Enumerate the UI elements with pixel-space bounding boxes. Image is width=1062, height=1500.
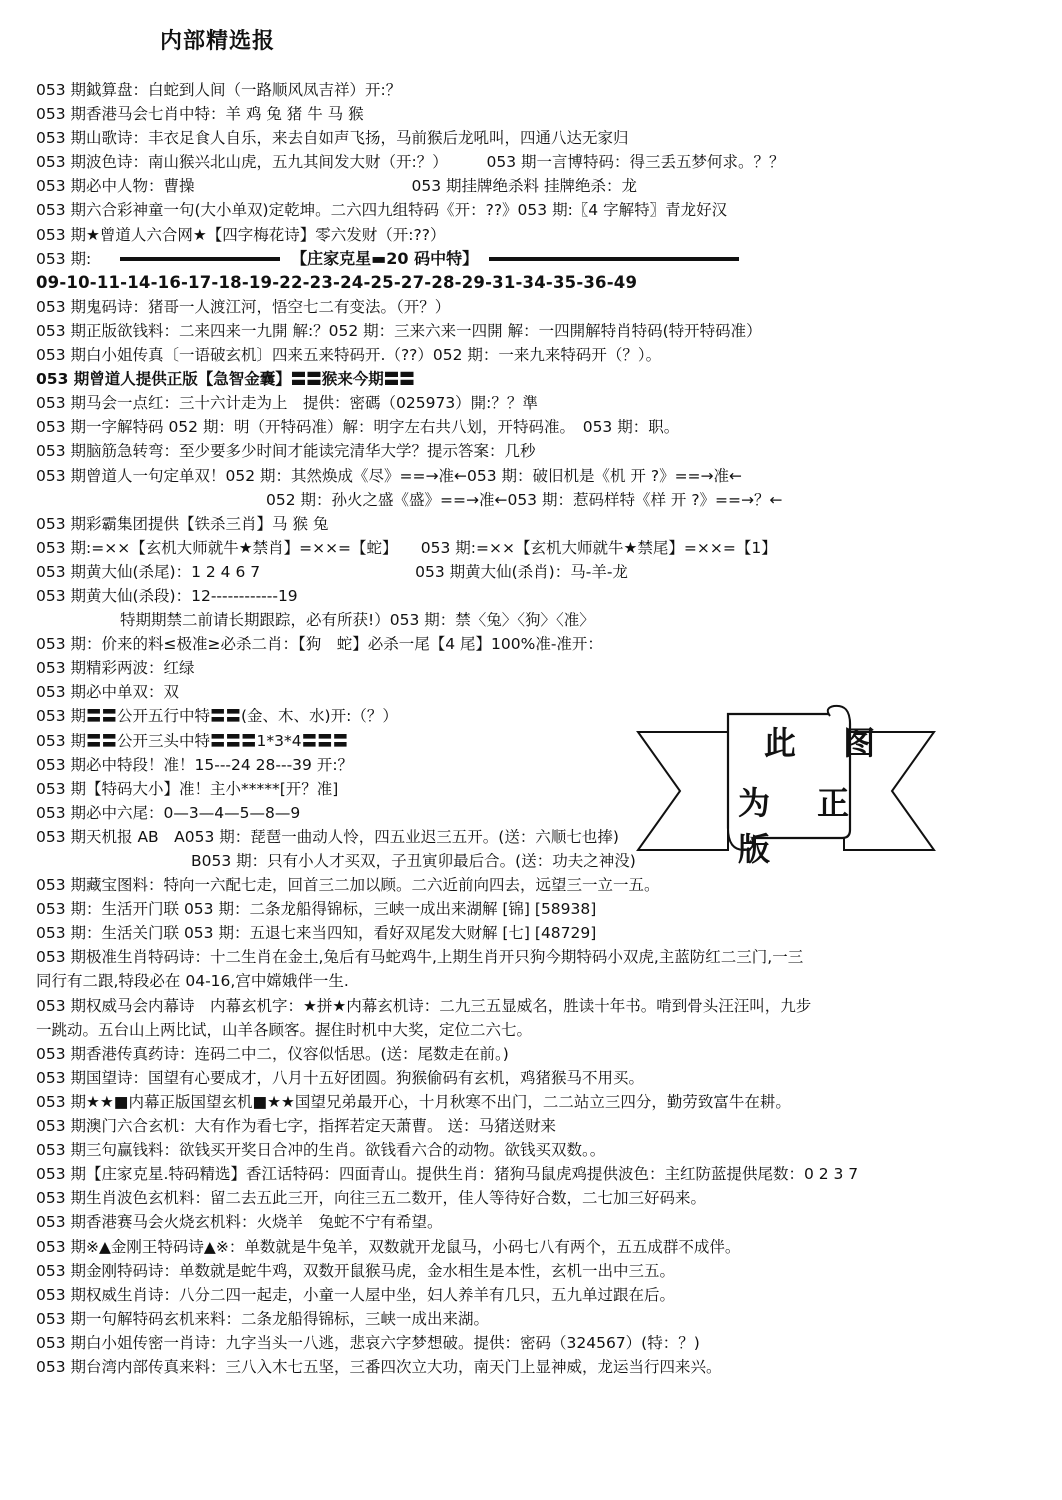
text-line: 053 期澳门六合玄机：大有作为看七字，指挥若定天萧曹。 送：马猪送财来 <box>36 1117 556 1136</box>
text-line: 053 期※▲金刚王特码诗▲※：单数就是牛兔羊，双数就开龙鼠马，小码七八有两个，五五成群不成伴。 <box>36 1237 741 1256</box>
text-line: B053 期：只有小人才买双，子丑寅卯最后合。(送：功夫之神没) <box>191 852 636 870</box>
text-line: 053 期:=××【玄机大师就牛★禁肖】=××=【蛇】 053 期:=××【玄机大师就牛★禁尾】=××=【1】 <box>36 538 777 557</box>
text-line: 053 期三句赢钱料：欲钱买开奖日合冲的生肖。欲钱看六合的动物。欲钱买双数。。 <box>36 1141 606 1160</box>
text-line: 053 期国望诗：国望有心要成才，八月十五好团圆。狗猴偷码有玄机，鸡猪猴马不用买。 <box>36 1068 645 1087</box>
page-title: 内部精选报 <box>160 29 276 54</box>
text-line: 053 期必中人物：曹操 053 期挂牌绝杀料 挂牌绝杀：龙 <box>36 177 637 196</box>
text-line: 053 期权威生肖诗：八分二四一起走，小童一人屋中坐，妇人养羊有几只，五九单过跟在后。 <box>36 1285 676 1304</box>
text-line: 053 期六合彩神童一句(大小单双)定乾坤。二六四九组特码《开：??》053 期:〖4 字解特〗青龙好汉 <box>36 201 728 220</box>
text-line: 053 期波色诗：南山猴兴北山虎，五九其间发大财（开:？） 053 期一言博特码：得三丢五梦何求。？？ <box>36 153 785 172</box>
text-line: 053 期〓〓公开五行中特〓〓(金、木、水)开:（？） <box>36 707 398 726</box>
text-line: 053 期山歌诗：丰衣足食人自乐，来去自如声飞扬，马前猴后龙吼叫，四通八达无家归 <box>36 129 629 148</box>
text-line: 053 期白小姐传真〔一语破玄机〕四来五来特码开.（??）052 期：一来九来特码开（？）。 <box>36 346 662 365</box>
text-line: 053 期曾道人一句定单双！052 期：其然焕成《尽》==→准←053 期：破旧机是《机 开 ?》==→准← <box>36 466 743 485</box>
banner-line-1: 此 图 <box>764 724 894 762</box>
text-line: 052 期：孙火之盛《盛》==→准←053 期：惹码样特《样 开 ?》==→？← <box>266 490 783 509</box>
text-line: 053 期〓〓公开三头中特〓〓〓1*3*4〓〓〓 <box>36 731 349 750</box>
text-line: 053 期金刚特码诗：单数就是蛇牛鸡，双数开鼠猴马虎，金水相生是本性，玄机一出中三五。 <box>36 1261 676 1280</box>
text-line: 一跳动。五台山上两比试，山羊各顾客。握住时机中大奖，定位二六七。 <box>36 1020 533 1039</box>
text-line: 053 期曾道人提供正版【急智金囊】〓〓猴来今期〓〓 <box>36 370 415 389</box>
text-line: 053 期鬼码诗：猪哥一人渡江河，悟空七二有变法。（开？） <box>36 297 451 316</box>
text-line: 053 期必中特段！准！15---24 28---39 开:？ <box>36 755 354 774</box>
text-line: 053 期权威马会内幕诗 内幕玄机字：★拼★内幕玄机诗：二九三五显威名，胜读十年书。啃到骨头汪汪叫，九步 <box>36 996 812 1015</box>
text-line: 053 期黄大仙(杀尾)：1 2 4 6 7 053 期黄大仙(杀肖)：马-羊-龙 <box>36 562 628 581</box>
official-version-banner <box>636 700 936 868</box>
text-line: 053 期★★■内幕正版国望玄机■★★国望兄弟最开心，十月秋寒不出门，二二站立三四分，勤劳致富牛在耕。 <box>36 1092 791 1111</box>
text-line: 053 期：生活开门联 053 期：二条龙船得锦标，三峡一成出来湖解 [锦] [58938] <box>36 900 597 919</box>
text-line: 053 期白小姐传密一肖诗：九字当头一八逃，悲哀六字梦想破。提供：密码（324567）(特：？) <box>36 1333 700 1352</box>
number-list: 09-10-11-14-16-17-18-19-22-23-24-25-27-28-29-31-34-35-36-49 <box>36 272 638 292</box>
text-line: 同行有二跟,特段必在 04-16,宫中嫦娥伴一生. <box>36 972 349 991</box>
text-line: 053 期一句解特码玄机来料：二条龙船得锦标，三峡一成出来湖。 <box>36 1309 490 1328</box>
text-line: 053 期彩霸集团提供【铁杀三肖】马 猴 兔 <box>36 514 329 533</box>
text-line: 053 期天机报 AB A053 期：琵琶一曲动人怜，四五业迟三五开。(送：六顺七也捧) <box>36 827 619 846</box>
text-line: 053 期鉞算盘：白蛇到人间（一路顺风凤吉祥）开:？ <box>36 81 402 99</box>
text-line: 053 期藏宝图料：特向一六配七走，回首三二加以顾。二六近前向四去，远望三一立一五。 <box>36 876 660 895</box>
text-line: 特期期禁二前请长期跟踪，必有所获!）053 期：禁〈兔〉〈狗〉〈准〉 <box>120 611 595 630</box>
banner-line-2: 为 正 版 <box>738 784 868 868</box>
text-line: 053 期黄大仙(杀段)：12------------19 <box>36 586 298 605</box>
text-line: 053 期★曾道人六合网★【四字梅花诗】零六发财（开:??） <box>36 225 446 244</box>
band-bar-left <box>120 257 280 261</box>
text-line: 053 期【庄家克星.特码精选】香江话特码：四面青山。提供生肖：猪狗马鼠虎鸡提供波色：主红防蓝提供尾数：0 2 3 7 <box>36 1165 859 1184</box>
text-line: 053 期精彩两波：红绿 <box>36 659 195 678</box>
band-center: 【庄家克星▬20 码中特】 <box>291 248 479 268</box>
band-prefix: 053 期: <box>36 249 92 268</box>
text-line: 053 期必中单双：双 <box>36 683 180 702</box>
text-line: 053 期台湾内部传真来料：三八入木七五坚，三番四次立大功，南天门上显神威，龙运当行四来兴。 <box>36 1357 722 1376</box>
text-line: 053 期生肖波色玄机料：留二去五此三开，向往三五二数开，佳人等待好合数，二七加三好码来。 <box>36 1189 707 1208</box>
text-line: 053 期脑筋急转弯：至少要多少时间才能读完清华大学？提示答案：几秒 <box>36 442 536 461</box>
text-line: 053 期正版欲钱料：二来四来一九開 解:？052 期：三来六来一四開 解：一四開解特肖特码(特开特码准） <box>36 321 762 340</box>
text-line: 053 期必中六尾：0—3—4—5—8—9 <box>36 803 301 822</box>
text-line: 053 期极准生肖特码诗：十二生肖在金土,兔后有马蛇鸡牛,上期生肖开只狗今期特码小双虎,主蓝防红二三门,一三 <box>36 948 804 967</box>
band-line <box>36 247 1046 271</box>
text-line: 053 期马会一点红：三十六计走为上 提供：密碼（025973）開:？？準 <box>36 394 538 413</box>
band-bar-right <box>489 257 739 261</box>
text-line: 053 期【特码大小】准！主小*****[开？准] <box>36 779 339 798</box>
text-line: 053 期香港马会七肖中特：羊 鸡 兔 猪 牛 马 猴 <box>36 105 364 124</box>
text-line: 053 期香港赛马会火烧玄机料：火烧羊 兔蛇不宁有希望。 <box>36 1213 443 1232</box>
text-line: 053 期：生活关门联 053 期：五退七来当四知，看好双尾发大财解 [七] [48729] <box>36 924 597 943</box>
text-line: 053 期一字解特码 052 期：明（开特码准）解：明字左右共八划，开特码准。 053 期：职。 <box>36 418 680 437</box>
text-line: 053 期香港传真药诗：连码二中二，仪容似恬思。(送：尾数走在前。) <box>36 1044 509 1063</box>
text-line: 053 期：价来的料≤极准≥必杀二肖：【狗 蛇】必杀一尾【4 尾】100%准-准开： <box>36 635 603 654</box>
